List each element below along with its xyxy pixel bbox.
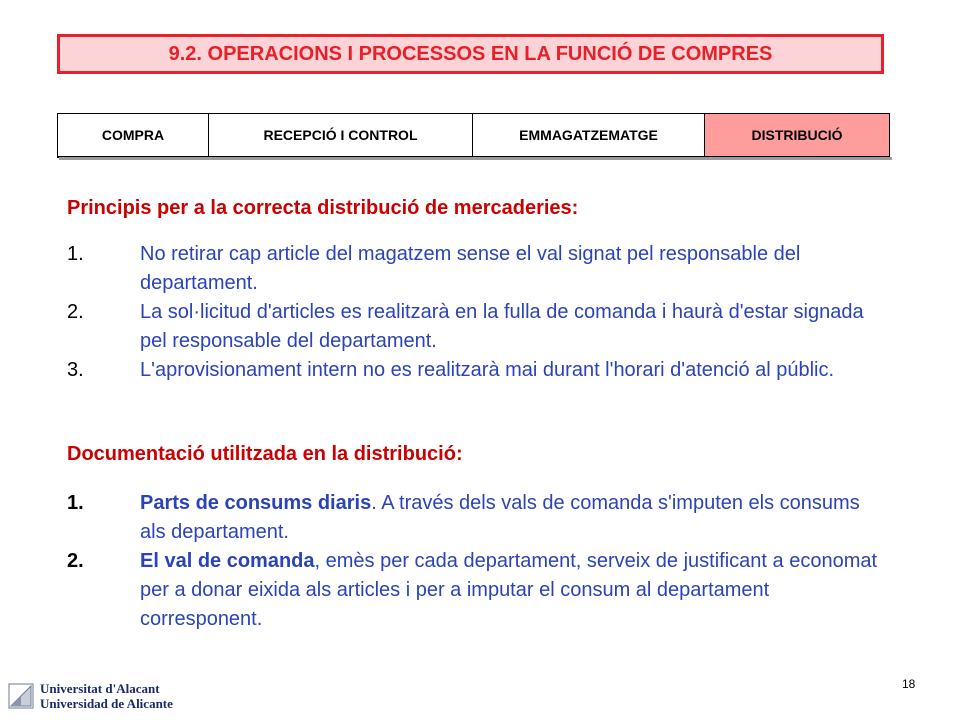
item-text bbox=[140, 547, 887, 634]
item-number: 3. bbox=[67, 359, 84, 381]
item-number: 2. bbox=[67, 301, 84, 323]
item-term: El val de comanda bbox=[140, 550, 315, 572]
list-item bbox=[67, 298, 887, 356]
slide-title: 9.2. OPERACIONS I PROCESSOS EN LA FUNCIÓ DE COMPRES bbox=[57, 34, 884, 74]
section-heading-principles: Principis per a la correcta distribució de mercaderies: bbox=[67, 197, 579, 219]
item-term: Parts de consums diaris bbox=[140, 492, 372, 514]
tabs-shadow bbox=[59, 157, 892, 160]
item-text bbox=[140, 489, 887, 547]
item-number: 2. bbox=[67, 550, 84, 572]
item-text: La sol·licitud d'articles es realitzarà en la fulla de comanda i haurà d'estar signada pel responsable del departament. bbox=[140, 301, 864, 352]
list-item bbox=[67, 489, 887, 547]
item-text: L'aprovisionament intern no es realitzarà mai durant l'horari d'atenció al públic. bbox=[140, 359, 835, 381]
section-heading-documentation: Documentació utilitzada en la distribució: bbox=[67, 443, 463, 465]
tab-compra: COMPRA bbox=[58, 114, 209, 158]
list-item bbox=[67, 547, 887, 634]
item-number: 1. bbox=[67, 492, 84, 514]
tab-recepcio-control: RECEPCIÓ I CONTROL bbox=[209, 114, 473, 158]
item-description: , emès per cada departament, serveix de justificant a economat per a donar eixida als articles i per a imputar el consum al departament corresponent. bbox=[140, 550, 878, 630]
item-text: No retirar cap article del magatzem sense el val signat pel responsable del departament. bbox=[140, 243, 801, 294]
tab-distribucio: DISTRIBUCIÓ bbox=[705, 114, 890, 158]
process-tabs bbox=[57, 113, 890, 158]
list-item bbox=[67, 240, 887, 298]
principles-list bbox=[67, 240, 887, 385]
item-number: 1. bbox=[67, 243, 84, 265]
page-number: 18 bbox=[902, 677, 916, 691]
university-name-line2: Universidad de Alicante bbox=[40, 696, 173, 711]
tab-emmagatzematge: EMMAGATZEMATGE bbox=[473, 114, 705, 158]
item-description: . A través dels vals de comanda s'imputen els consums als departament. bbox=[140, 492, 860, 543]
university-name bbox=[40, 681, 173, 711]
university-logo bbox=[8, 681, 173, 711]
list-item bbox=[67, 356, 887, 385]
university-emblem-icon bbox=[8, 683, 34, 709]
university-name-line1: Universitat d'Alacant bbox=[40, 681, 160, 696]
documentation-list bbox=[67, 489, 887, 634]
